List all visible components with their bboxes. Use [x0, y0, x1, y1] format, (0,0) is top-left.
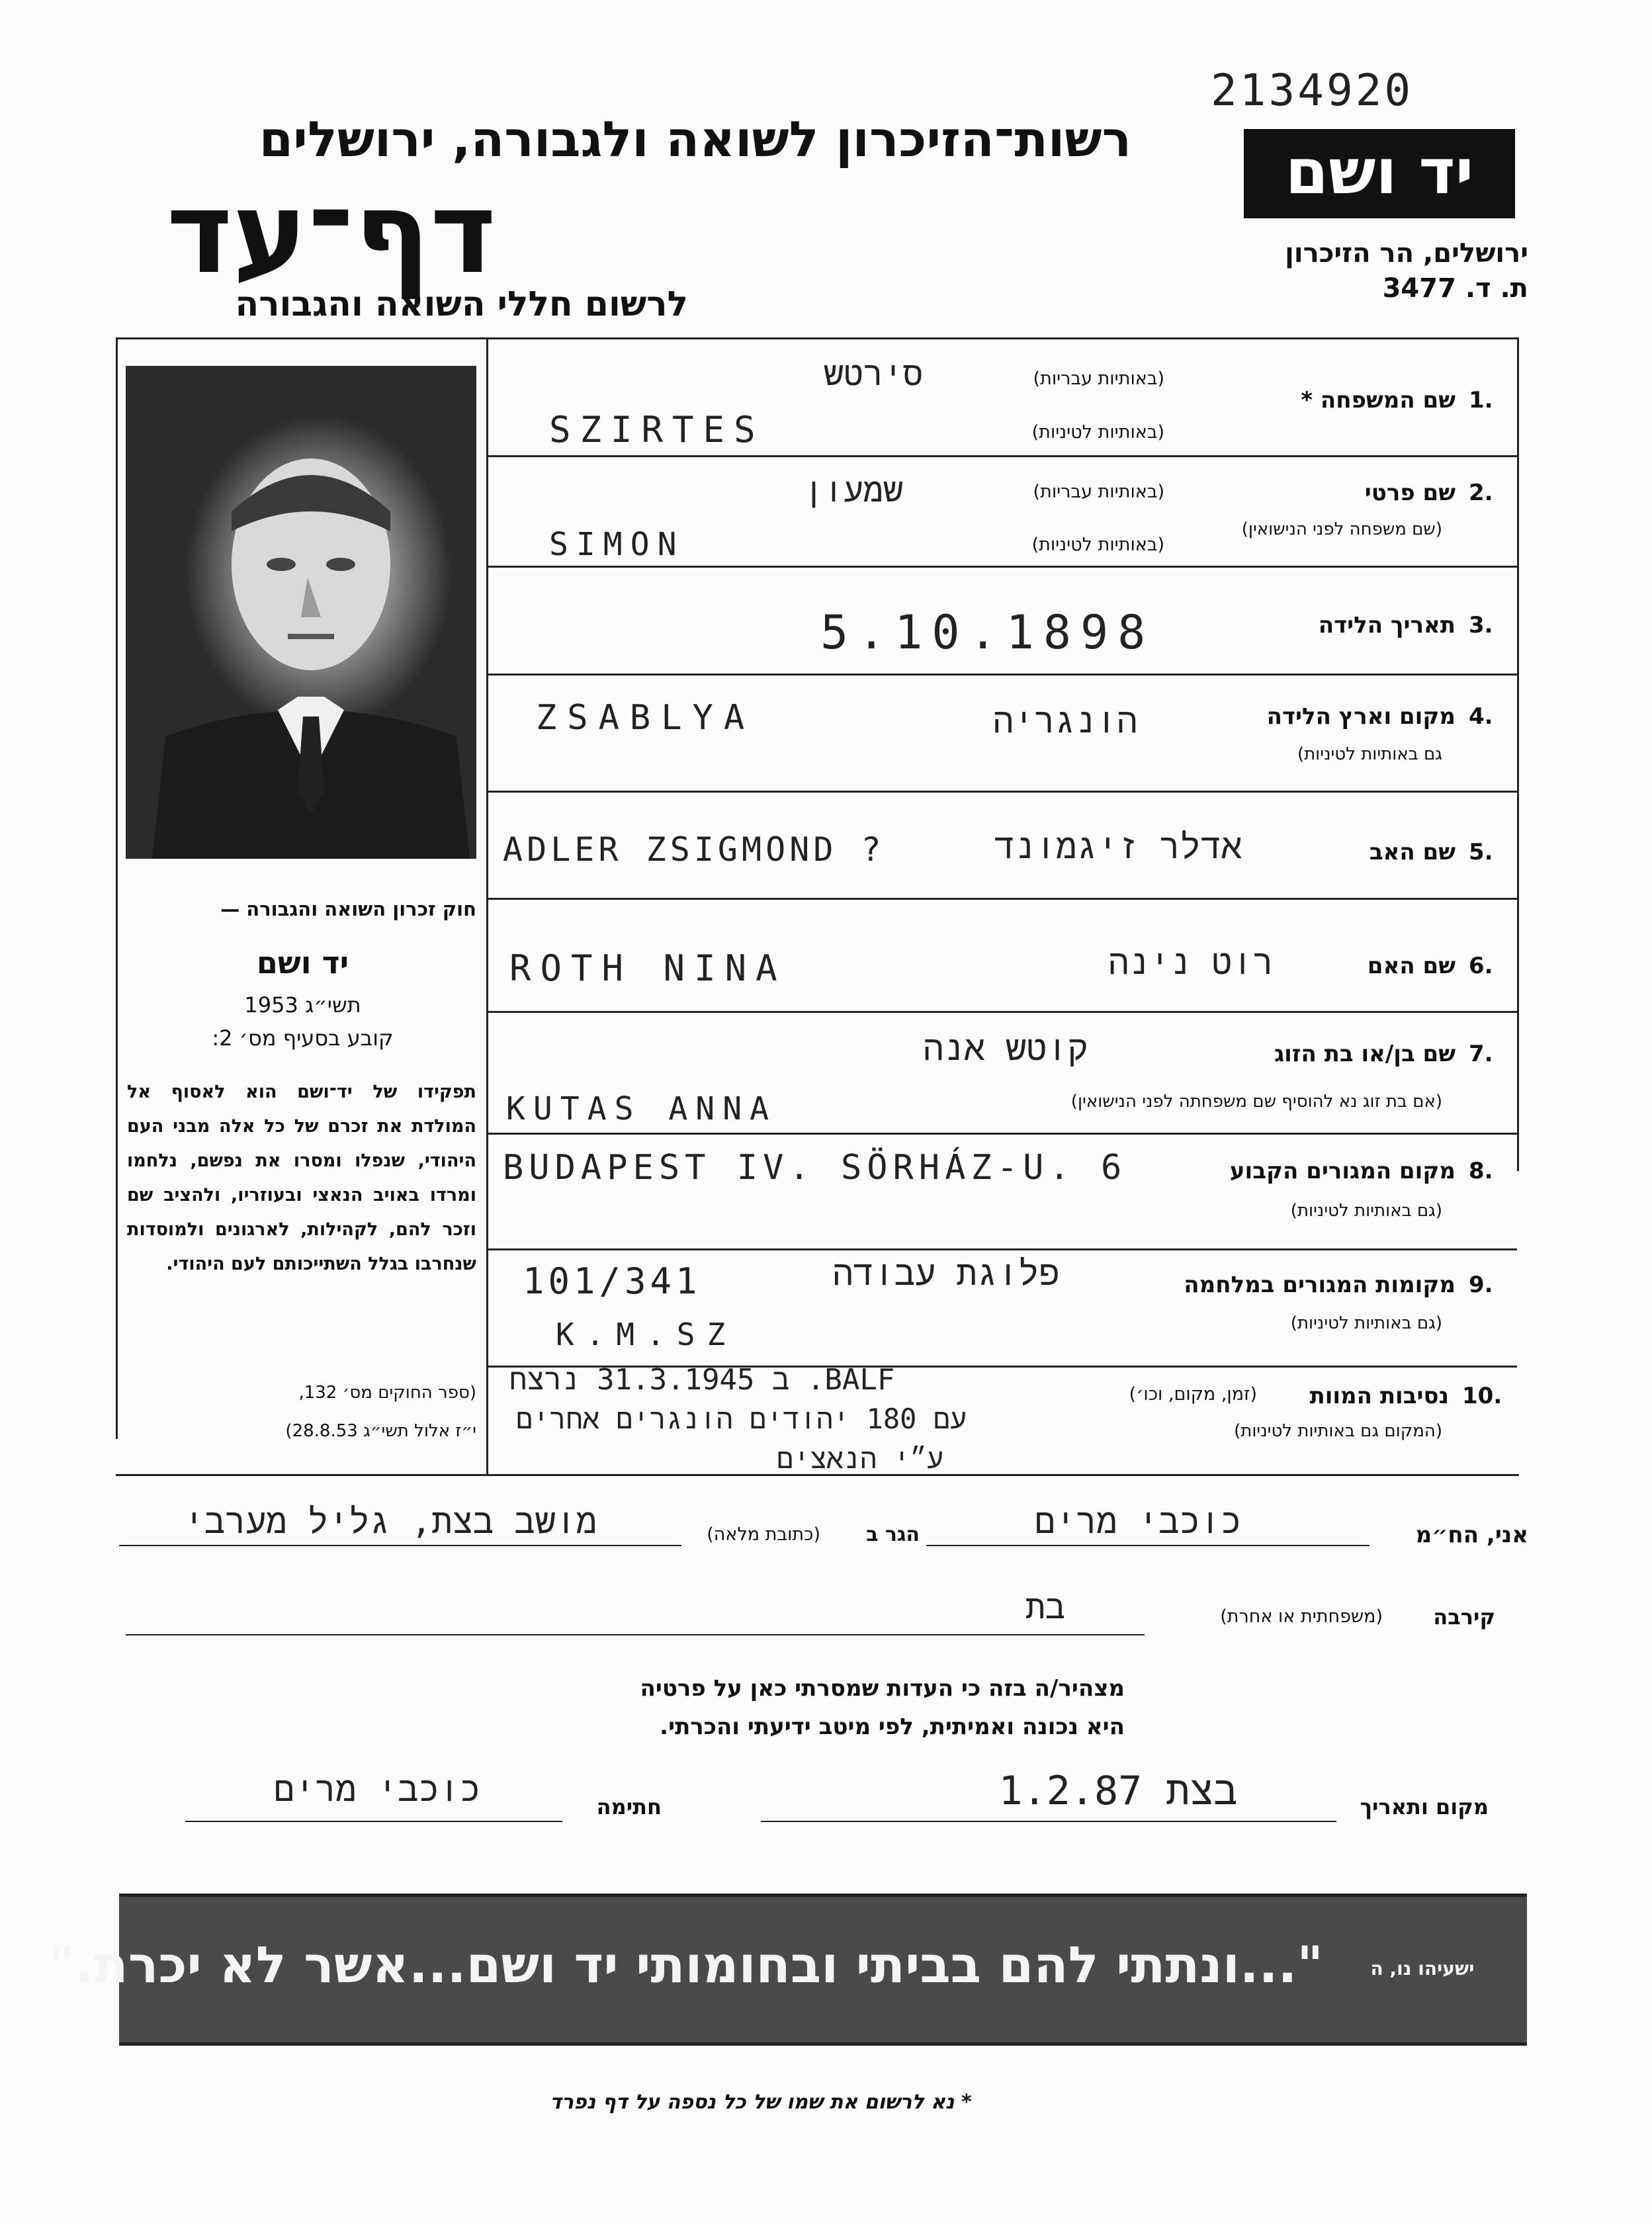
signature-line — [185, 1821, 562, 1822]
law-reference-2: י״ז אלול תשי״ג 28.8.53) — [285, 1421, 476, 1441]
field-1-number: 1. — [1469, 387, 1493, 414]
authority-name: רשות־הזיכרון לשואה ולגבורה, ירושלים — [259, 111, 1131, 168]
field-6-number: 6. — [1469, 953, 1493, 979]
field-10-hint: (זמן, מקום, וכו׳) — [1129, 1384, 1257, 1405]
declarant-name: כוכבי מרים — [1034, 1502, 1242, 1542]
field-1-hint-hebrew: (באותיות עבריות) — [1033, 369, 1164, 389]
law-heading: חוק זכרון השואה והגבורה — — [220, 898, 476, 920]
frame-left-border — [116, 337, 118, 1439]
field-7-sublabel: (אם בת זוג נא להוסיף שם משפחתה לפני הנישואין) — [1070, 1092, 1442, 1112]
field-9-value-latin-1: 101/341 — [523, 1260, 701, 1302]
law-reference-1: (ספר החוקים מס׳ 132, — [298, 1383, 476, 1403]
declaration-prefix: אני, הח״מ — [1415, 1522, 1528, 1548]
signature-label: חתימה — [596, 1794, 662, 1819]
field-2-value-hebrew: שמעון — [803, 471, 904, 509]
row-separator-5 — [488, 898, 1517, 900]
law-year: תשי״ג 1953 — [244, 992, 361, 1018]
address-value: מושב בצת, גליל מערבי — [183, 1502, 597, 1542]
portrait-photo — [126, 366, 476, 859]
place-date-line — [761, 1821, 1336, 1822]
field-9-number: 9. — [1469, 1272, 1493, 1298]
field-5-value-latin: ADLER ZSIGMOND ? — [503, 830, 885, 869]
relation-line — [126, 1634, 1145, 1635]
field-8-value: BUDAPEST IV. SÖRHÁZ-U. 6 — [503, 1148, 1127, 1188]
field-7-number: 7. — [1469, 1041, 1493, 1067]
field-5-value-hebrew: אדלר זיגמונד — [994, 827, 1242, 867]
photo-column-border — [486, 337, 488, 1475]
field-10-number: 10. — [1462, 1383, 1502, 1409]
frame-right-border — [1517, 337, 1519, 1171]
relation-hint: (משפחתית או אחרת) — [1220, 1606, 1383, 1627]
field-2-number: 2. — [1469, 480, 1493, 506]
field-7-value-latin: KUTAS ANNA — [506, 1090, 777, 1127]
relation-value: בת — [1025, 1588, 1065, 1626]
field-8-label: מקום המגורים הקבוע — [1229, 1158, 1456, 1184]
declaration-statement-1: מצהיר/ה בזה כי העדות שמסרתי כאן על פרטיה — [640, 1675, 1125, 1702]
banner-quote: "...ונתתי להם בביתי ובחומותי יד ושם...אשר לא יכרת." — [48, 1935, 1323, 1994]
field-3-value: 5.10.1898 — [820, 605, 1155, 660]
law-name: יד ושם — [256, 945, 349, 981]
field-2-sublabel: (שם משפחה לפני הנישואין) — [1241, 519, 1442, 539]
field-5-label: שם האב — [1369, 839, 1456, 865]
declarant-name-line — [926, 1545, 1369, 1546]
field-9-label: מקומות המגורים במלחמה — [1184, 1272, 1456, 1298]
field-2-hint-hebrew: (באותיות עבריות) — [1033, 482, 1164, 502]
field-7-label: שם בן/או בת הזוג — [1274, 1041, 1456, 1067]
field-4-sublabel: גם באותיות לטיניות) — [1297, 744, 1442, 764]
yad-vashem-logo — [1244, 129, 1515, 218]
document-number: 2134920 — [1211, 65, 1414, 116]
banner-source: ישעיהו נו, ה — [1370, 1958, 1475, 1980]
field-3-label: תאריך הלידה — [1318, 612, 1456, 638]
po-box: ת. ד. 3477 — [1382, 273, 1528, 304]
field-9-value-latin-2: K.M.SZ — [556, 1317, 738, 1352]
signature-value: כוכבי מרים — [273, 1770, 481, 1809]
field-10-label: נסיבות המוות — [1309, 1383, 1449, 1409]
field-3-number: 3. — [1469, 612, 1493, 638]
field-8-sublabel: (גם באותיות לטיניות) — [1290, 1201, 1442, 1221]
field-2-label: שם פרטי — [1364, 480, 1456, 506]
field-5-number: 5. — [1469, 839, 1493, 865]
field-4-value-latin: ZSABLYA — [536, 698, 756, 738]
field-1-value-hebrew: סירטש — [823, 355, 924, 393]
declaration-statement-2: היא נכונה ואמיתית, לפי מיטב ידיעתי והכרתי. — [660, 1714, 1125, 1740]
row-separator-7 — [488, 1133, 1517, 1135]
row-separator-3 — [488, 674, 1517, 676]
address-hint: (כתובת מלאה) — [707, 1524, 820, 1545]
place-date-label: מקום ותאריך — [1360, 1794, 1489, 1819]
field-2-hint-latin: (באותיות לטיניות) — [1031, 535, 1164, 555]
page-subtitle: לרשום חללי השואה והגבורה — [235, 284, 688, 324]
law-text: תפקידו של יד־ושם הוא לאסוף אל המולדת את זכרם של כל אלה מבני העם היהודי, שנפלו ומסרו את נפשם, נלחמו ומרדו באויב הנאצי ובעוזריו, ולהציב שם וזכר להם, לקהילות, לארגונים ולמוסדות שנחרבו בגלל השתייכותם לעם היהודי. — [127, 1082, 476, 1274]
row-separator-8 — [488, 1248, 1517, 1250]
field-1-hint-latin: (באותיות לטיניות) — [1031, 422, 1164, 443]
field-4-label: מקום וארץ הלידה — [1266, 703, 1456, 730]
row-separator-2 — [488, 566, 1517, 568]
field-10-sublabel: (המקום גם באותיות לטיניות) — [1234, 1421, 1442, 1441]
portrait-figure — [126, 366, 476, 859]
field-9-sublabel: (גם באותיות לטיניות) — [1290, 1313, 1442, 1333]
page-title: דף־עד — [166, 168, 496, 299]
address-line: ירושלים, הר הזיכרון — [1285, 238, 1528, 269]
field-6-value-latin: ROTH NINA — [509, 947, 787, 989]
field-7-value-hebrew: קוטש אנה — [923, 1029, 1088, 1068]
field-10-value-line-2: עם 180 יהודים הונגרים אחרים — [516, 1403, 967, 1435]
law-clause: קובע בסעיף מס׳ 2: — [212, 1025, 394, 1051]
logo-text: יד ושם — [1285, 136, 1474, 208]
field-2-value-latin: SIMON — [549, 526, 685, 563]
relation-label: קירבה — [1433, 1604, 1495, 1630]
field-4-value-hebrew: הונגריה — [992, 701, 1138, 741]
field-1-value-latin: SZIRTES — [549, 409, 765, 451]
field-8-number: 8. — [1469, 1158, 1493, 1184]
address-line — [119, 1545, 681, 1546]
footer-note: * נא לרשום את שמו של כל נספה על דף נפרד — [550, 2091, 972, 2114]
field-6-label: שם האם — [1367, 953, 1456, 979]
row-separator-4 — [488, 791, 1517, 793]
frame-top-border — [116, 337, 1519, 339]
field-9-value-hebrew: פלוגת עבודה — [832, 1254, 1060, 1293]
quote-banner — [48, 1894, 1527, 2046]
address-label: הגר ב — [866, 1523, 920, 1546]
field-4-number: 4. — [1469, 703, 1493, 730]
row-separator-6 — [488, 1011, 1517, 1013]
field-10-value-line-1: BALF. ב 31.3.1945 נרצח — [509, 1363, 895, 1397]
field-1-label: שם המשפחה * — [1301, 387, 1456, 414]
field-6-value-hebrew: רוט נינה — [1108, 943, 1274, 982]
place-date-value: בצת 1.2.87 — [998, 1768, 1238, 1814]
row-separator-1 — [488, 455, 1517, 457]
field-10-value-line-3: ע״י הנאצים — [776, 1442, 944, 1475]
